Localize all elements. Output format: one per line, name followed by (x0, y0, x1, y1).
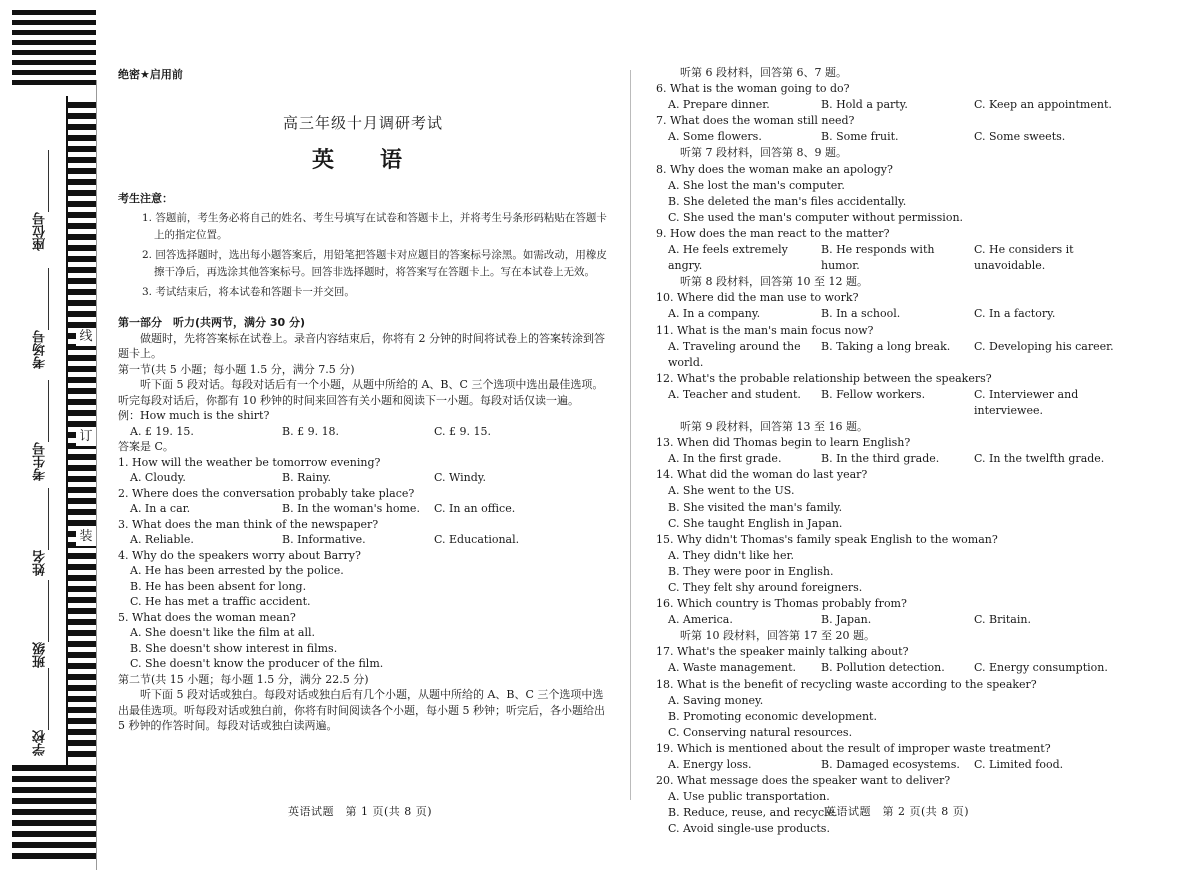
option: B. In the woman's home. (282, 502, 420, 515)
listening-instruction: 听第 9 段材料，回答第 13 至 16 题。 (680, 420, 868, 434)
listening-instruction: 听第 7 段材料，回答第 8、9 题。 (680, 146, 847, 160)
option: A. They didn't like her. (668, 548, 795, 562)
option: C. In the twelfth grade. (974, 452, 1105, 466)
option: A. £ 19. 15. (130, 424, 194, 438)
question: 11. What is the man's main focus now? (656, 323, 874, 337)
listening-instruction: 听第 8 段材料，回答第 10 至 12 题。 (680, 275, 868, 289)
question-options (656, 129, 1156, 145)
question-options (118, 470, 608, 486)
option: C. In an office. (434, 502, 516, 515)
option: B. He responds with humor. (821, 243, 935, 273)
option: B. Damaged ecosystems. (821, 758, 960, 772)
question-options (656, 660, 1156, 676)
barcode-bottom (12, 765, 96, 864)
question-options (656, 97, 1156, 113)
part-intro: 做题时，先将答案标在试卷上。录音内容结束后，你将有 2 分钟的时间将试卷上的答案转涂到答题卡上。 (118, 331, 605, 360)
notice-item: 3. 考试结束后，将本试卷和答题卡一并交回。 (142, 286, 355, 298)
subject-title: 英 语 (311, 148, 414, 173)
option: B. She deleted the man's files accidentally. (668, 194, 907, 208)
question: 3. What does the man think of the newspaper? (118, 517, 379, 531)
page-2 (656, 65, 1156, 838)
option: B. They were poor in English. (668, 564, 834, 578)
option: A. Saving money. (668, 693, 764, 707)
binding-mark-order: 订 (76, 428, 96, 446)
option: B. Taking a long break. (821, 339, 951, 353)
section1-intro: 听下面 5 段对话。每段对话后有一个小题，从题中所给的 A、B、C 三个选项中选出最佳选项。听完每段对话后，你都有 10 秒钟的时间来回答有关小题和阅读下一小题。每段对话仅读一遍。 (118, 378, 604, 407)
question: 2. Where does the conversation probably take place? (118, 486, 415, 500)
option: C. Energy consumption. (974, 661, 1108, 675)
option: B. Informative. (282, 533, 366, 546)
section2-heading: 第二节(共 15 小题；每小题 1.5 分，满分 22.5 分) (118, 672, 369, 686)
school-field: 学校 (26, 668, 56, 756)
question: 6. What is the woman going to do? (656, 82, 850, 96)
name-field: 姓名 (26, 488, 56, 576)
exam-title: 高三年级十月调研考试 (282, 113, 443, 132)
barcode-top (12, 10, 96, 90)
option: B. She visited the man's family. (668, 500, 843, 514)
option: C. £ 9. 15. (434, 424, 491, 438)
option: A. She went to the US. (668, 484, 795, 498)
question: 13. When did Thomas begin to learn English? (656, 436, 911, 450)
question: 1. How will the weather be tomorrow evening? (118, 455, 381, 469)
section2-intro: 听下面 5 段对话或独白。每段对话或独白后有几个小题，从题中所给的 A、B、C 三个选项中选出最佳选项。听每段对话或独白前，你将有时间阅读各个小题，每小题 5 秒钟；听完后，各小题给出 5 秒钟的作答时间。每段对话或独白读两遍。 (118, 688, 605, 732)
question: 7. What does the woman still need? (656, 114, 855, 128)
option: B. Reduce, reuse, and recycle. (668, 806, 838, 820)
binding-strip (0, 0, 100, 868)
question: 15. Why didn't Thomas's family speak English to the woman? (656, 532, 998, 546)
option: A. He has been arrested by the police. (130, 564, 344, 577)
option: C. In a factory. (974, 307, 1056, 321)
option: C. She doesn't know the producer of the film. (130, 657, 384, 670)
notice-item: 1. 答题前，考生务必将自己的姓名、考生号填写在试卷和答题卡上，并将考生号条形码粘贴在答题卡上的指定位置。 (142, 212, 607, 241)
question: 5. What does the woman mean? (118, 610, 296, 624)
option: A. America. (668, 613, 733, 627)
class-field: 班级 (26, 580, 56, 668)
notice-item: 2. 回答选择题时，选出每小题答案后，用铅笔把答题卡对应题目的答案标号涂黑。如需改动，用橡皮擦干净后，再选涂其他答案标号。回答非选择题时，将答案写在答题卡上。写在本试卷上无效。 (142, 249, 607, 278)
question-options (656, 612, 1156, 628)
question: 12. What's the probable relationship between the speakers? (656, 371, 992, 385)
question: 16. Which country is Thomas probably from? (656, 597, 907, 611)
listening-instruction: 听第 6 段材料，回答第 6、7 题。 (680, 66, 847, 79)
question: 20. What message does the speaker want to deliver? (656, 774, 951, 788)
question-options (118, 501, 608, 517)
example-question: 例：How much is the shirt? (118, 409, 270, 422)
option: A. Energy loss. (668, 758, 752, 772)
option: B. Pollution detection. (821, 661, 945, 675)
option: A. In a car. (130, 502, 191, 515)
question-options (656, 242, 1156, 274)
option: A. In a company. (668, 307, 761, 321)
option: A. Traveling around the world. (668, 339, 801, 369)
question: 4. Why do the speakers worry about Barry? (118, 548, 361, 562)
listening-instruction: 听第 10 段材料，回答第 17 至 20 题。 (680, 629, 875, 643)
option: B. In a school. (821, 307, 901, 321)
option: A. In the first grade. (668, 452, 782, 466)
question: 8. Why does the woman make an apology? (656, 162, 893, 176)
option: C. Interviewer and interviewee. (974, 387, 1079, 417)
option: B. In the third grade. (821, 452, 940, 466)
option: B. Fellow workers. (821, 387, 926, 401)
option: A. She lost the man's computer. (668, 178, 845, 192)
option: B. She doesn't show interest in films. (130, 641, 338, 655)
page-2-footer: 英语试题 第 2 页(共 8 页) (825, 805, 970, 818)
question-options (656, 306, 1156, 322)
option: A. She doesn't like the film at all. (130, 626, 315, 639)
binding-mark-bind: 装 (76, 528, 96, 546)
option: A. Reliable. (130, 533, 194, 546)
option: B. £ 9. 18. (282, 424, 340, 438)
margin-line (96, 80, 97, 870)
option: A. Use public transportation. (668, 790, 830, 804)
option: B. He has been absent for long. (130, 579, 307, 593)
page-1 (118, 60, 608, 734)
option: A. Some flowers. (668, 130, 762, 144)
option: C. Some sweets. (974, 130, 1066, 144)
section1-heading: 第一节(共 5 小题；每小题 1.5 分，满分 7.5 分) (118, 362, 355, 376)
option: A. Prepare dinner. (668, 98, 770, 112)
option: C. Developing his career. (974, 339, 1114, 353)
question-options (656, 339, 1156, 371)
option: A. Waste management. (668, 661, 797, 675)
exam-room-field: 考场号 (26, 268, 56, 369)
candidate-number-field: 考生号 (26, 380, 56, 481)
option: B. Rainy. (282, 471, 332, 484)
question: 17. What's the speaker mainly talking about? (656, 645, 909, 659)
question: 18. What is the benefit of recycling waste according to the speaker? (656, 677, 1037, 691)
option: C. He considers it unavoidable. (974, 243, 1074, 273)
binding-mark-line: 线 (76, 328, 96, 346)
option: C. He has met a traffic accident. (130, 595, 311, 608)
option: C. Limited food. (974, 758, 1064, 772)
question: 14. What did the woman do last year? (656, 468, 868, 482)
example-options (118, 424, 608, 440)
confidential-label: 绝密★启用前 (118, 68, 183, 81)
part-heading: 第一部分 听力(共两节，满分 30 分) (118, 316, 306, 329)
question-options (656, 451, 1156, 467)
option: B. Some fruit. (821, 130, 899, 144)
page-1-footer: 英语试题 第 1 页(共 8 页) (288, 805, 433, 818)
option: C. Keep an appointment. (974, 98, 1112, 112)
example-answer: 答案是 C。 (118, 440, 174, 453)
question-options (656, 387, 1156, 419)
option: A. He feels extremely angry. (668, 243, 788, 273)
question-options (656, 757, 1156, 773)
notice-heading: 考生注意： (118, 191, 173, 205)
option: C. She taught English in Japan. (668, 516, 843, 530)
option: C. Windy. (434, 471, 487, 484)
option: C. Conserving natural resources. (668, 725, 853, 739)
option: B. Promoting economic development. (668, 709, 877, 723)
option: A. Cloudy. (130, 471, 186, 484)
question: 9. How does the man react to the matter? (656, 226, 890, 240)
seat-number-field: 座位号 (26, 150, 56, 251)
option: A. Teacher and student. (668, 387, 801, 401)
question: 19. Which is mentioned about the result of improper waste treatment? (656, 741, 1051, 755)
page-divider (630, 70, 631, 800)
option: C. She used the man's computer without permission. (668, 210, 964, 224)
question-options (118, 532, 608, 548)
option: C. Avoid single-use products. (668, 822, 830, 836)
option: C. Britain. (974, 613, 1031, 627)
option: C. They felt shy around foreigners. (668, 581, 863, 594)
option: B. Hold a party. (821, 98, 908, 112)
question: 10. Where did the man use to work? (656, 291, 859, 305)
option: C. Educational. (434, 533, 520, 546)
option: B. Japan. (821, 613, 872, 627)
